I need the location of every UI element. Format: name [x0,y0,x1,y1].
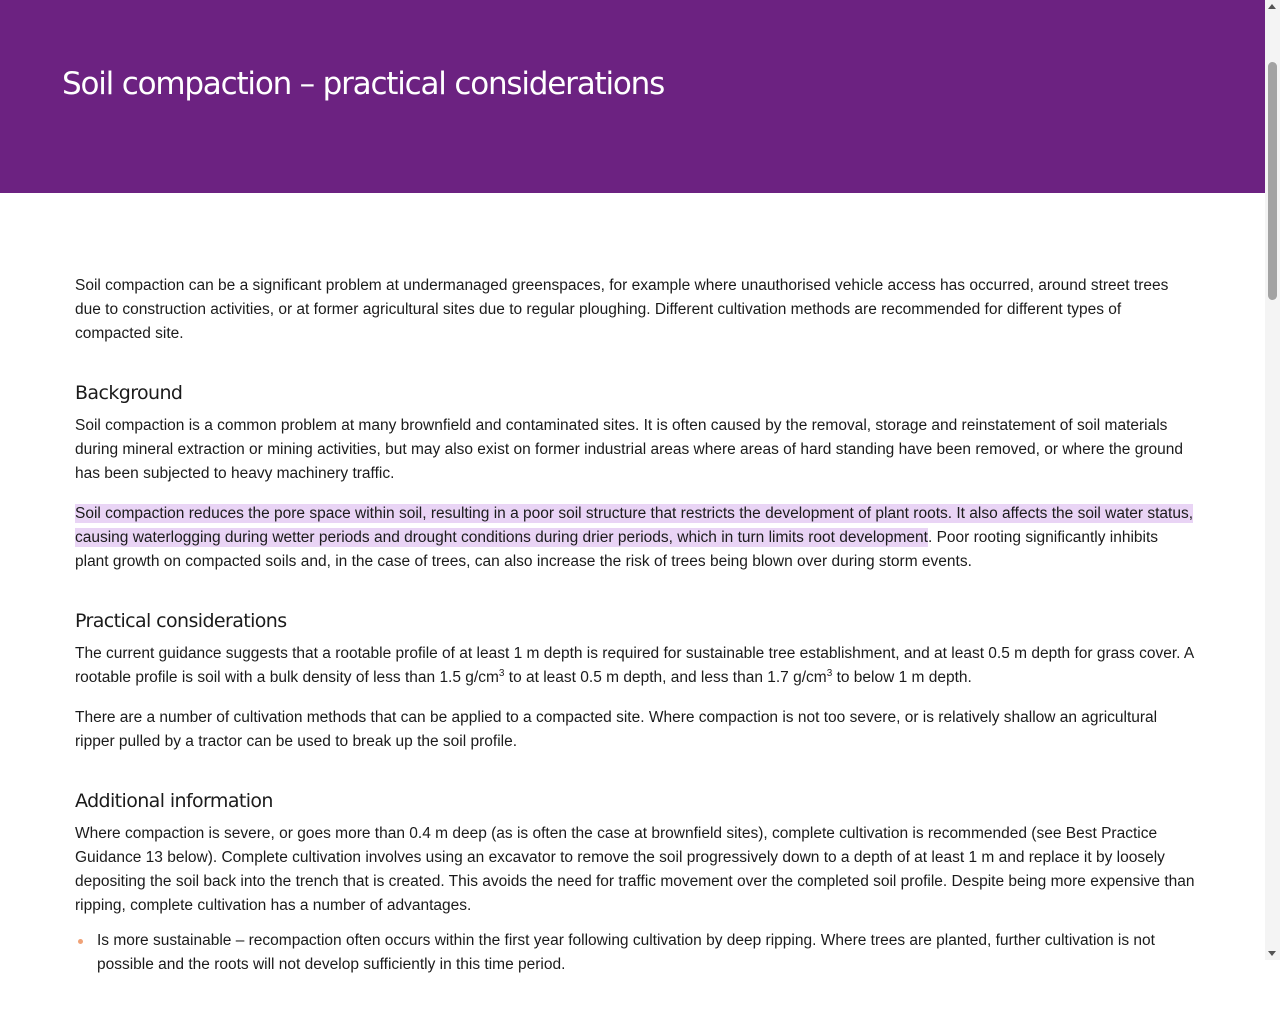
intro-paragraph: Soil compaction can be a significant problem at undermanaged greenspaces, for example where unauthorised vehicle access has occurred, around street trees due to construction activities, or at former agricultural sites due to regular ploughing. Different cultivation methods are recommended for different types of compacted site. [75,277,1169,342]
scroll-down-arrow-icon[interactable] [1268,951,1276,956]
practical-text-c: to below 1 m depth. [832,669,972,686]
highlighted-text[interactable]: Soil compaction reduces the pore space within soil, resulting in a poor soil structure that restricts the development of plant roots. It also affects the soil water status, causing waterlogging during wetter periods and drought conditions during drier periods, which in turn limits root development [75,505,1193,546]
practical-heading: Practical considerations [75,610,287,632]
background-paragraph-2-rest: . Poor rooting significantly inhibits plant growth on compacted soils and, in the case of trees, can also increase the risk of trees being blown over during storm events. [75,529,1159,570]
advantages-list [75,929,1195,977]
practical-paragraph-2: There are a number of cultivation methods that can be applied to a compacted site. Where compaction is not too severe, or is relatively shallow an agricultural ripper pulled by a tractor can be used to break up the soil profile. [75,709,1158,750]
additional-section [75,788,1195,977]
bullet-icon [78,939,83,944]
background-paragraph-2 [75,502,1195,574]
scroll-up-arrow-icon[interactable] [1268,4,1276,9]
superscript-3: 3 [826,667,833,679]
scrollbar-thumb[interactable] [1268,62,1277,300]
page-header [0,0,1265,193]
practical-paragraph-1 [75,642,1195,690]
superscript-3: 3 [498,667,505,679]
practical-section [75,608,1195,754]
additional-paragraph-1: Where compaction is severe, or goes more than 0.4 m deep (as is often the case at brownfield sites), complete cultivation is recommended (see Best Practice Guidance 13 below). Complete cultivation involves using an excavator to remove the soil progressively down to a depth of at least 1 m and replace it by loosely depositing the soil back into the trench that is created. This avoids the need for traffic movement over the completed soil profile. Despite being more expensive than ripping, complete cultivation has a number of advantages. [75,825,1195,914]
vertical-scrollbar[interactable] [1265,0,1280,960]
additional-heading: Additional information [75,790,273,812]
list-item [75,929,1195,977]
background-paragraph-1: Soil compaction is a common problem at many brownfield and contaminated sites. It is often caused by the removal, storage and reinstatement of soil materials during mineral extraction or mining activities, but may also exist on former industrial areas where areas of hard standing have been removed, or where the ground has been subjected to heavy machinery traffic. [75,417,1183,482]
background-section [75,380,1195,574]
practical-text-b: to at least 0.5 m depth, and less than 1.7 g/cm [504,669,827,686]
practical-text-a: The current guidance suggests that a rootable profile of at least 1 m depth is required for sustainable tree establishment, and at least 0.5 m depth for grass cover. A rootable profile is soil with a bulk density of less than 1.5 g/cm [75,645,1194,686]
list-item-text: Is more sustainable – recompaction often occurs within the first year following cultivation by deep ripping. Where trees are planted, further cultivation is not possible and the roots will not develop sufficiently in this time period. [97,932,1155,973]
page-title: Soil compaction – practical considerations [62,66,665,102]
article-body [75,274,1195,1011]
background-heading: Background [75,382,183,404]
